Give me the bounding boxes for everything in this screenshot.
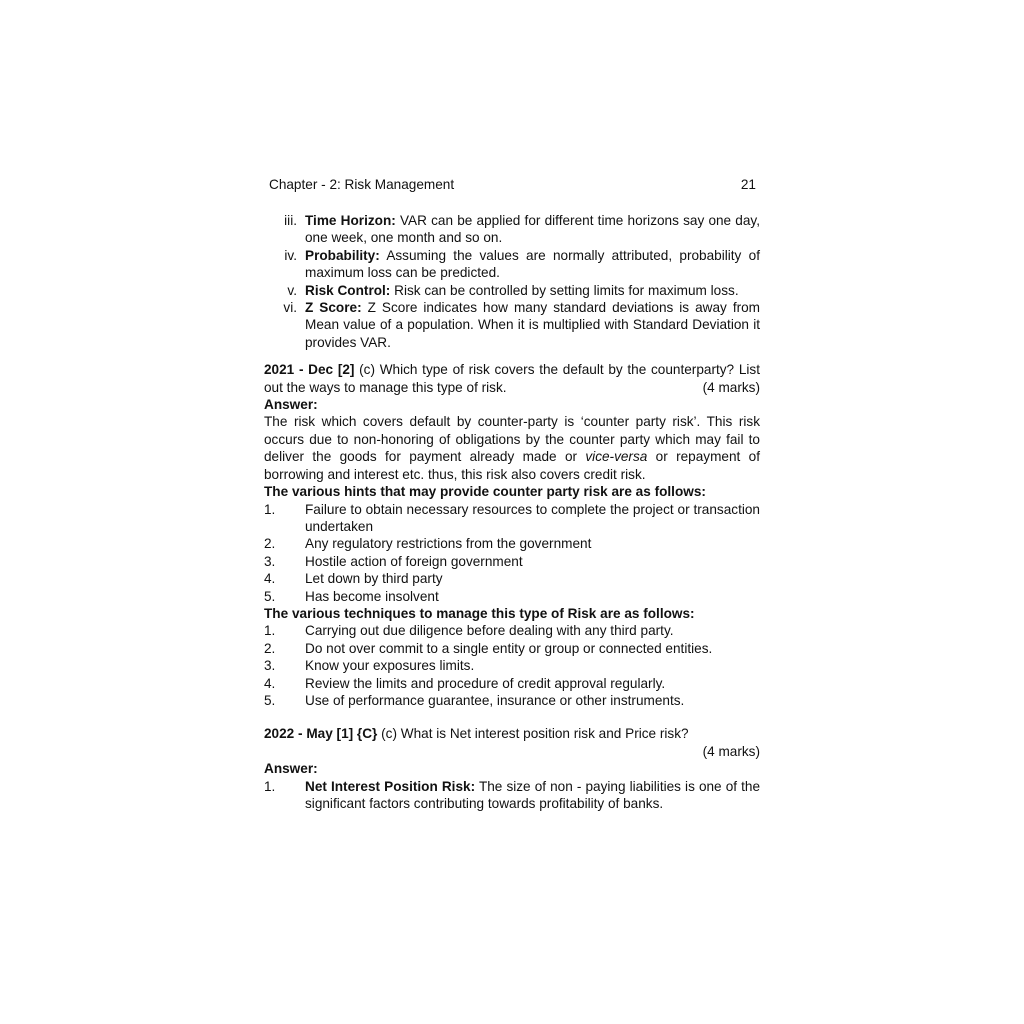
question-text: 2021 - Dec [2] (c) Which type of risk covers the default by the counterparty? List out the ways to manage this type of risk. (4 marks)	[264, 362, 760, 395]
document-page	[264, 176, 760, 812]
question-tag: 2022 - May [1] {C}	[264, 726, 378, 742]
marks-label: (4 marks)	[702, 379, 760, 395]
list-item: 4. Review the limits and procedure of credit approval regularly.	[264, 675, 666, 691]
list-item: 1. Failure to obtain necessary resources to complete the project or transaction undertaken	[264, 501, 760, 534]
list-marker: iii.	[284, 213, 297, 228]
list-item: 4. Let down by third party	[264, 571, 443, 587]
answer-paragraph: The risk which covers default by counter-party is ‘counter party risk’. This risk occurs due to non-honoring of obligations by the counter party which may fail to deliver the goods for payment already made or vice-versa or repayment of borrowing and interest etc. thus, this risk also covers credit risk.	[264, 414, 760, 482]
list-item	[264, 282, 760, 299]
list-text: Z Score indicates how many standard deviations is away from Mean value of a population. When it is multiplied with Standard Deviation it provides VAR.	[305, 300, 761, 350]
techniques-heading: The various techniques to manage this type of Risk are as follows:	[264, 605, 695, 621]
answer-label: Answer:	[264, 761, 318, 777]
question-block	[264, 361, 760, 709]
question-text: 2022 - May [1] {C} (c) What is Net interest position risk and Price risk?	[264, 726, 689, 742]
list-item	[264, 299, 760, 351]
page-header	[269, 176, 760, 194]
list-text: Risk can be controlled by setting limits for maximum loss.	[390, 282, 739, 298]
list-term: Risk Control:	[305, 282, 391, 298]
question-tag: 2021 - Dec [2]	[264, 362, 355, 378]
list-item: 5. Use of performance guarantee, insurance or other instruments.	[264, 692, 685, 708]
marks-label: (4 marks)	[702, 743, 760, 759]
list-item: 1. Net Interest Position Risk: The size of non - paying liabilities is one of the significant factors contributing towards profitability of banks.	[264, 778, 761, 811]
list-term: Z Score:	[305, 300, 362, 316]
section-gap	[264, 709, 760, 725]
list-item: 2. Do not over commit to a single entity or group or connected entities.	[264, 640, 713, 656]
list-text: Assuming the values are normally attributed, probability of maximum loss can be predicted.	[305, 247, 760, 281]
list-item	[264, 247, 760, 282]
question-block	[264, 725, 760, 812]
list-item: 1. Carrying out due diligence before dealing with any third party.	[264, 623, 674, 639]
list-item: 5. Has become insolvent	[264, 588, 439, 604]
list-marker: v.	[287, 282, 297, 298]
list-marker: vi.	[283, 300, 297, 316]
list-term: Net Interest Position Risk:	[305, 778, 476, 794]
list-item	[264, 212, 760, 247]
list-item: 2. Any regulatory restrictions from the government	[264, 536, 592, 552]
answer-label: Answer:	[264, 397, 318, 413]
chapter-title: Chapter - 2: Risk Management	[269, 177, 455, 192]
list-marker: iv.	[284, 247, 297, 263]
var-features-list	[264, 212, 760, 351]
list-term: Time Horizon:	[305, 213, 396, 228]
list-term: Probability:	[305, 247, 380, 263]
list-item: 3. Hostile action of foreign government	[264, 553, 523, 569]
page-number: 21	[740, 177, 756, 192]
list-item: 3. Know your exposures limits.	[264, 658, 475, 674]
list-text: VAR can be applied for different time horizons say one day, one week, one month and so on.	[305, 213, 760, 246]
hints-heading: The various hints that may provide counter party risk are as follows:	[264, 484, 706, 500]
